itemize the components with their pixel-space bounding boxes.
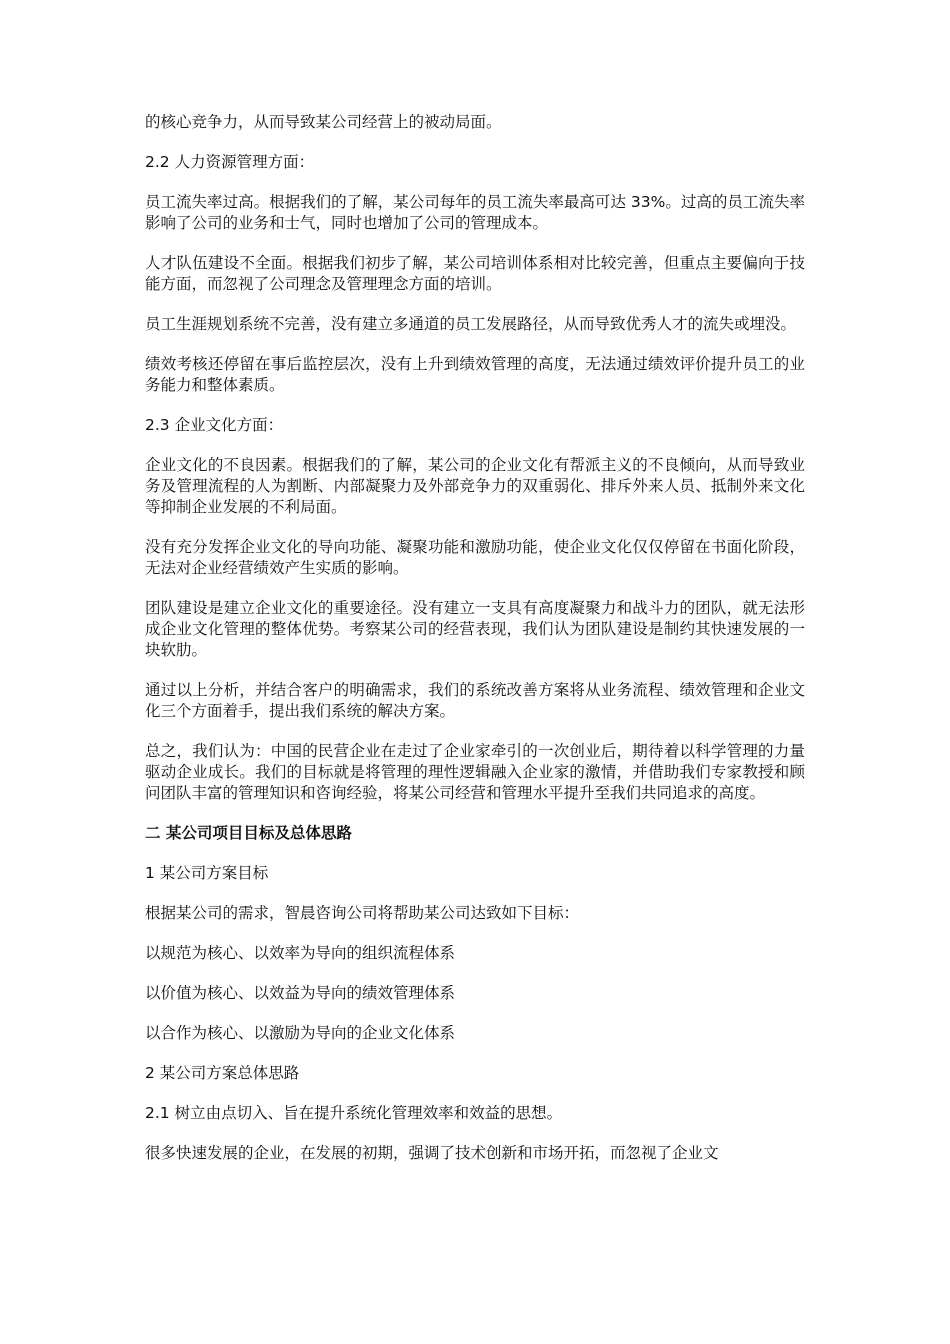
paragraph: 总之，我们认为：中国的民营企业在走过了企业家牵引的一次创业后，期待着以科学管理的力量驱动企业成长。我们的目标就是将管理的理性逻辑融入企业家的激情，并借助我们专家教授和顾问团队丰富的管理知识和咨询经验，将某公司经营和管理水平提升至我们共同追求的高度。 (145, 742, 805, 802)
paragraph: 人才队伍建设不全面。根据我们初步了解，某公司培训体系相对比较完善，但重点主要偏向于技能方面，而忽视了公司理念及管理理念方面的培训。 (145, 254, 805, 293)
paragraph: 员工生涯规划系统不完善，没有建立多通道的员工发展路径，从而导致优秀人才的流失或埋没。 (145, 315, 797, 333)
section-heading: 2.3 企业文化方面： (145, 416, 284, 434)
goal-item: 以规范为核心、以效率为导向的组织流程体系 (145, 944, 456, 962)
paragraph: 通过以上分析，并结合客户的明确需求，我们的系统改善方案将从业务流程、绩效管理和企业文化三个方面着手，提出我们系统的解决方案。 (145, 681, 805, 720)
section-heading: 2.2 人力资源管理方面： (145, 153, 315, 171)
document-page (145, 112, 805, 1183)
section-heading: 1 某公司方案目标 (145, 864, 269, 882)
paragraph: 没有充分发挥企业文化的导向功能、凝聚功能和激励功能，使企业文化仅仅停留在书面化阶段，无法对企业经营绩效产生实质的影响。 (145, 538, 805, 577)
paragraph: 根据某公司的需求，智晨咨询公司将帮助某公司达致如下目标： (145, 904, 580, 922)
subsection-heading: 2.1 树立由点切入、旨在提升系统化管理效率和效益的思想。 (145, 1104, 563, 1122)
paragraph: 绩效考核还停留在事后监控层次，没有上升到绩效管理的高度，无法通过绩效评价提升员工的业务能力和整体素质。 (145, 355, 805, 394)
paragraph: 团队建设是建立企业文化的重要途径。没有建立一支具有高度凝聚力和战斗力的团队，就无法形成企业文化管理的整体优势。考察某公司的经营表现，我们认为团队建设是制约其快速发展的一块软肋。 (145, 599, 805, 659)
section-heading: 2 某公司方案总体思路 (145, 1064, 300, 1082)
paragraph: 很多快速发展的企业，在发展的初期，强调了技术创新和市场开拓，而忽视了企业文 (145, 1144, 719, 1162)
goal-item: 以合作为核心、以激励为导向的企业文化体系 (145, 1024, 456, 1042)
goal-item: 以价值为核心、以效益为导向的绩效管理体系 (145, 984, 456, 1002)
paragraph: 企业文化的不良因素。根据我们的了解，某公司的企业文化有帮派主义的不良倾向，从而导致业务及管理流程的人为割断、内部凝聚力及外部竞争力的双重弱化、排斥外来人员、抵制外来文化等抑制企业发展的不利局面。 (145, 456, 805, 516)
paragraph: 员工流失率过高。根据我们的了解，某公司每年的员工流失率最高可达 33%。过高的员工流失率影响了公司的业务和士气，同时也增加了公司的管理成本。 (145, 193, 805, 232)
paragraph: 的核心竞争力，从而导致某公司经营上的被动局面。 (145, 113, 502, 131)
chapter-heading: 二 某公司项目目标及总体思路 (145, 824, 352, 842)
